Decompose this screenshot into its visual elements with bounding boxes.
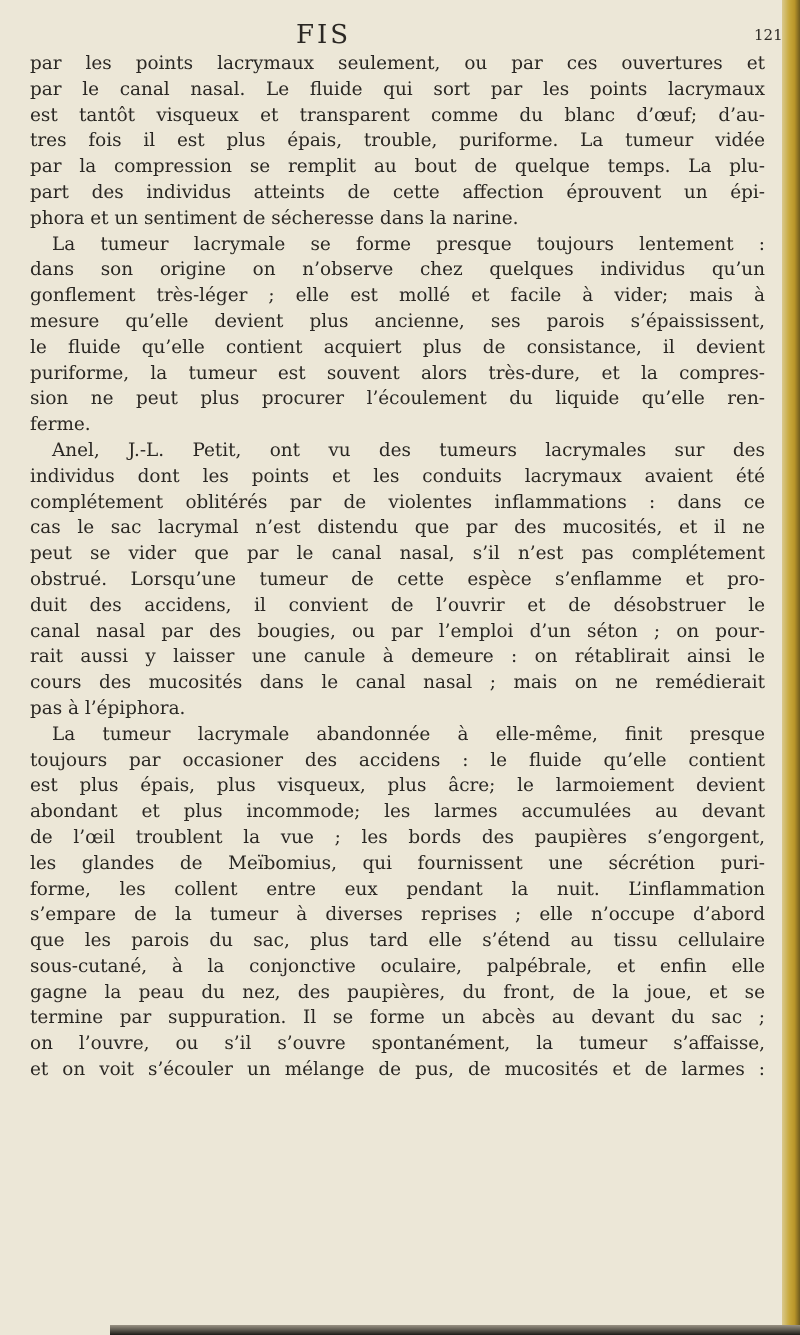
page-number: 121 bbox=[754, 26, 783, 44]
text-line: abondant et plus incommode; les larmes accumulées au devant bbox=[30, 801, 765, 823]
page-binding-edge bbox=[782, 0, 800, 1335]
text-line: peut se vider que par le canal nasal, s’il n’est pas complétement bbox=[30, 543, 765, 565]
text-line: duit des accidens, il convient de l’ouvrir et de désobstruer le bbox=[30, 594, 765, 616]
text-line: gagne la peau du nez, des paupières, du front, de la joue, et se bbox=[30, 981, 765, 1003]
text-line: et on voit s’écouler un mélange de pus, de mucosités et de larmes : bbox=[30, 1059, 765, 1081]
page-bottom-edge bbox=[110, 1325, 800, 1335]
text-line: par la compression se remplit au bout de quelque temps. La plu- bbox=[30, 156, 765, 178]
text-line: cours des mucosités dans le canal nasal ; mais on ne remédierait bbox=[30, 672, 765, 694]
text-line: La tumeur lacrymale se forme presque toujours lentement : bbox=[52, 233, 765, 255]
text-line: rait aussi y laisser une canule à demeure : on rétablirait ainsi le bbox=[30, 646, 765, 668]
text-line: dans son origine on n’observe chez quelques individus qu’un bbox=[30, 259, 765, 281]
text-line: par le canal nasal. Le fluide qui sort par les points lacrymaux bbox=[30, 78, 765, 100]
paragraph bbox=[30, 438, 765, 722]
text-line: sion ne peut plus procurer l’écoulement du liquide qu’elle ren- bbox=[30, 388, 765, 410]
text-line: termine par suppuration. Il se forme un abcès au devant du sac ; bbox=[30, 1007, 765, 1029]
text-line: La tumeur lacrymale abandonnée à elle-même, finit presque bbox=[52, 723, 765, 745]
text-line: par les points lacrymaux seulement, ou par ces ouvertures et bbox=[30, 53, 765, 74]
text-line: pas à l’épiphora. bbox=[30, 697, 186, 719]
text-line: de l’œil troublent la vue ; les bords des paupières s’engorgent, bbox=[30, 826, 765, 848]
text-line: mesure qu’elle devient plus ancienne, ses parois s’épaississent, bbox=[30, 310, 765, 332]
text-line: les glandes de Meïbomius, qui fournissent une sécrétion puri- bbox=[30, 852, 765, 874]
text-line: est plus épais, plus visqueux, plus âcre; le larmoiement devient bbox=[30, 775, 765, 797]
text-line: puriforme, la tumeur est souvent alors très-dure, et la compres- bbox=[30, 362, 765, 384]
text-line: individus dont les points et les conduits lacrymaux avaient été bbox=[30, 465, 765, 487]
text-line: phora et un sentiment de sécheresse dans la narine. bbox=[30, 207, 519, 229]
text-line: ferme. bbox=[30, 414, 91, 436]
text-line: complétement oblitérés par de violentes inflammations : dans ce bbox=[30, 491, 765, 513]
text-line: sous-cutané, à la conjonctive oculaire, palpébrale, et enfin elle bbox=[30, 955, 765, 977]
text-line: est tantôt visqueux et transparent comme du blanc d’œuf; d’au- bbox=[30, 104, 765, 126]
running-head: FIS bbox=[296, 20, 352, 50]
body-text bbox=[30, 51, 765, 1083]
text-line: tres fois il est plus épais, trouble, puriforme. La tumeur vidée bbox=[30, 130, 765, 152]
text-line: Anel, J.-L. Petit, ont vu des tumeurs lacrymales sur des bbox=[52, 439, 765, 461]
page-header bbox=[0, 20, 800, 54]
text-line: on l’ouvre, ou s’il s’ouvre spontanément, la tumeur s’affaisse, bbox=[30, 1033, 765, 1055]
paragraph bbox=[30, 51, 765, 232]
text-line: obstrué. Lorsqu’une tumeur de cette espèce s’enflamme et pro- bbox=[30, 568, 765, 590]
text-line: cas le sac lacrymal n’est distendu que par des mucosités, et il ne bbox=[30, 517, 765, 539]
text-line: toujours par occasioner des accidens : le fluide qu’elle contient bbox=[30, 749, 765, 771]
text-line: canal nasal par des bougies, ou par l’emploi d’un séton ; on pour- bbox=[30, 620, 765, 642]
text-line: s’empare de la tumeur à diverses reprises ; elle n’occupe d’abord bbox=[30, 904, 765, 926]
paragraph bbox=[30, 722, 765, 1083]
text-line: gonflement très-léger ; elle est mollé et facile à vider; mais à bbox=[30, 285, 765, 307]
text-line: le fluide qu’elle contient acquiert plus de consistance, il devient bbox=[30, 336, 765, 358]
text-line: part des individus atteints de cette affection éprouvent un épi- bbox=[30, 181, 765, 203]
paragraph bbox=[30, 232, 765, 438]
text-line: forme, les collent entre eux pendant la nuit. L’inflammation bbox=[30, 878, 765, 900]
text-line: que les parois du sac, plus tard elle s’étend au tissu cellulaire bbox=[30, 930, 765, 952]
